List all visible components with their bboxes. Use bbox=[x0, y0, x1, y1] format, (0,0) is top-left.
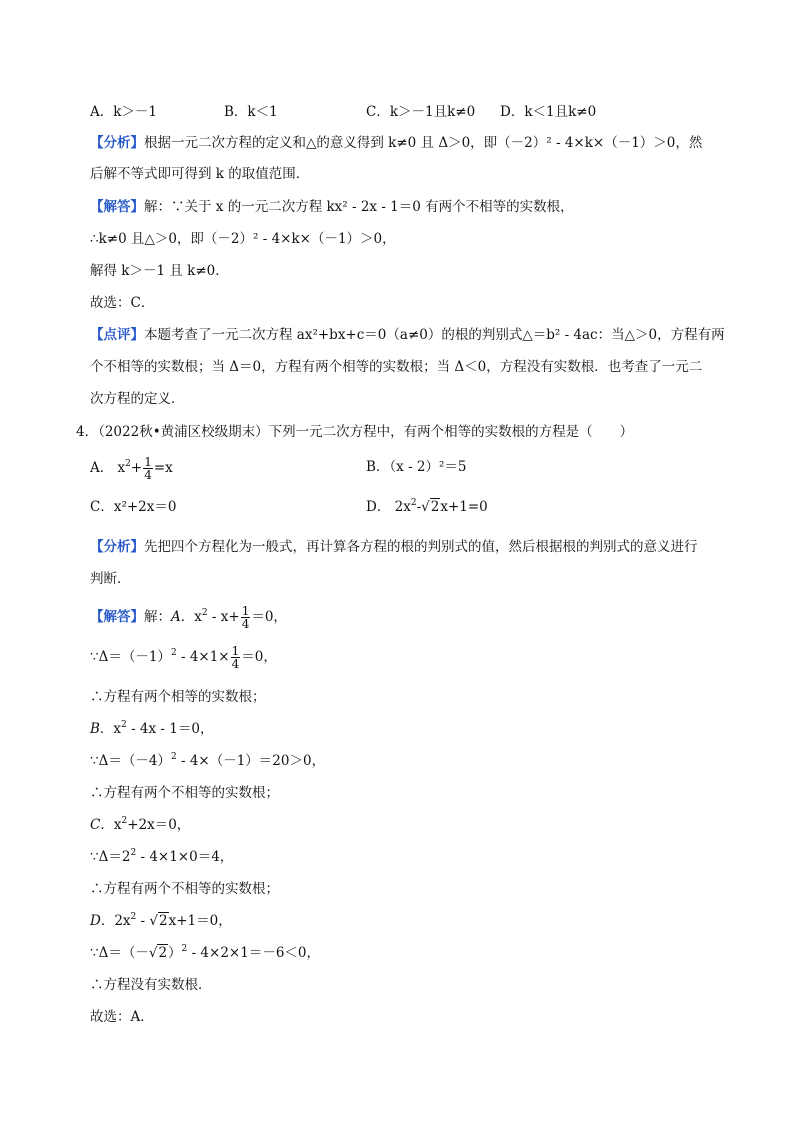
q4-solution-a-delta: $\because\Delta=(-1)^2 - 4\times 1\times$ $\frac{1}{4}$ ＝0， bbox=[90, 644, 277, 671]
q4-analysis-tag: 【分析】 bbox=[90, 539, 144, 555]
comment-tag: 【点评】 bbox=[90, 327, 144, 343]
solution-tag: 【解答】 bbox=[90, 199, 144, 215]
prev-option-b: B．k＜1 bbox=[224, 104, 278, 120]
prev-solution-line1: 【解答】解：∵关于 x 的一元二次方程 kx² - 2x - 1＝0 有两个不相等的实数根， bbox=[90, 199, 574, 215]
prev-option-a: A．k＞－1 bbox=[90, 104, 158, 120]
question4-option-b: B．（x - 2）²＝5 bbox=[366, 459, 467, 475]
prev-solution-line2: ∴k≠0 且△＞0，即（－2）² - 4×k×（－1）＞0， bbox=[90, 231, 396, 247]
option-d-equation: $2x^2-√2x+1=0$ bbox=[394, 498, 488, 515]
q4-solution-b-head: B．$x^2 - 4x - 1=0$， bbox=[90, 720, 214, 737]
question4-stem: 4．（2022秋•黄浦区校级期末）下列一元二次方程中，有两个相等的实数根的方程是（ ） bbox=[76, 424, 634, 440]
question4-option-a: A． $x^2+$ $\frac{1}{4}$ =x bbox=[90, 455, 173, 482]
prev-analysis-line1: 【分析】根据一元二次方程的定义和△的意义得到 k≠0 且 Δ＞0，即（－2）² - 4×k×（－1）＞0，然 bbox=[90, 135, 703, 151]
question4-option-d: D． $2x^2-√2x+1=0$ bbox=[366, 498, 488, 515]
analysis-tag: 【分析】 bbox=[90, 135, 144, 151]
q4-solution-d-delta: $\because\Delta=(-√2)^2 - 4\times 2\times 1=-6<0$， bbox=[90, 944, 320, 961]
prev-comment-line2: 个不相等的实数根；当 Δ＝0，方程有两个相等的实数根；当 Δ＜0，方程没有实数根．也考查了一元二 bbox=[90, 359, 703, 375]
q4-answer: 故选：A． bbox=[90, 1009, 154, 1025]
q4-analysis-line2: 判断． bbox=[90, 571, 131, 587]
prev-comment-line1: 【点评】本题考查了一元二次方程 ax²+bx+c＝0（a≠0）的根的判别式△＝b² - 4ac：当△＞0，方程有两 bbox=[90, 327, 725, 343]
q4-solution-d-conclusion: ∴方程没有实数根． bbox=[90, 977, 212, 993]
q4-solution-c-head: C．$x^2+2x=0$， bbox=[90, 816, 191, 833]
prev-comment-line3: 次方程的定义． bbox=[90, 391, 185, 407]
q4-solution-a-head: 【解答】解：A．$x^2 - x+$ $\frac{1}{4}$ ＝0， bbox=[90, 604, 287, 631]
prev-option-d: D．k＜1且k≠0 bbox=[500, 104, 597, 120]
q4-solution-c-conclusion: ∴方程有两个不相等的实数根； bbox=[90, 881, 279, 897]
prev-analysis-line2: 后解不等式即可得到 k 的取值范围． bbox=[90, 166, 310, 182]
prev-option-c: C．k＞－1且k≠0 bbox=[366, 104, 476, 120]
prev-solution-line4: 故选：C． bbox=[90, 295, 155, 311]
q4-analysis-line1: 【分析】先把四个方程化为一般式，再计算各方程的根的判别式的值，然后根据根的判别式的意义进行 bbox=[90, 539, 698, 555]
question4-option-c: C．x²+2x＝0 bbox=[90, 499, 177, 515]
q4-solution-c-delta: $\because\Delta=2^2 - 4\times 1\times 0=4$， bbox=[90, 848, 234, 865]
q4-solution-a-conclusion: ∴方程有两个相等的实数根； bbox=[90, 689, 266, 705]
q4-solution-d-head: D．$2x^2 - √2x+1=0$， bbox=[90, 912, 232, 929]
prev-solution-line3: 解得 k＞－1 且 k≠0． bbox=[90, 263, 229, 279]
option-a-equation: $x^2+$ $\frac{1}{4}$ =x bbox=[117, 455, 173, 482]
q4-solution-b-delta: $\because\Delta=(-4)^2 - 4\times(-1)=20>0$， bbox=[90, 752, 326, 769]
q4-solution-b-conclusion: ∴方程有两个不相等的实数根； bbox=[90, 785, 279, 801]
q4-solution-tag: 【解答】 bbox=[90, 609, 144, 625]
